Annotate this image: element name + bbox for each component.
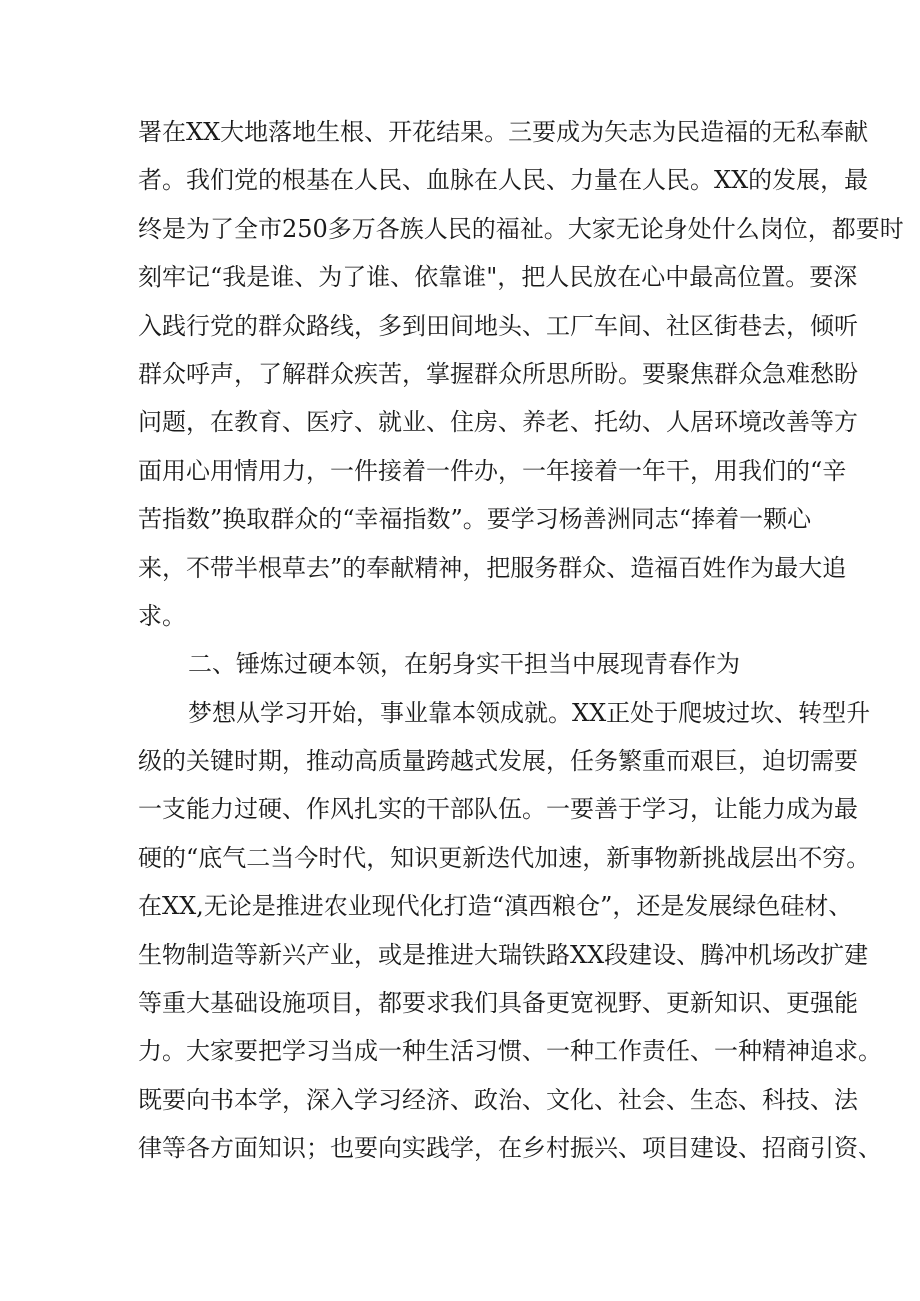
body-line: 既要向书本学，深入学习经济、政治、文化、社会、生态、科技、法 bbox=[138, 1085, 858, 1114]
body-line: 署在XX大地落地生根、开花结果。三要成为矢志为民造福的无私奉献 bbox=[138, 118, 869, 146]
body-line: 终是为了全市250多万各族人民的福祉。大家无论身处什么岗位，都要时 bbox=[138, 214, 904, 243]
body-line: 在XX,无论是推进农业现代化打造“滇西粮仓”，还是发展绿色硅材、 bbox=[138, 892, 853, 921]
body-line: 群众呼声，了解群众疾苦，掌握群众所思所盼。要聚焦群众急难愁盼 bbox=[138, 359, 858, 388]
body-line: 级的关键时期，推动高质量跨越式发展，任务繁重而艰巨，迫切需要 bbox=[138, 747, 858, 776]
body-line: 生物制造等新兴产业，或是推进大瑞铁路XX段建设、腾冲机场改扩建 bbox=[138, 940, 869, 969]
body-line: 面用心用情用力，一件接着一件办，一年接着一年干，用我们的“辛 bbox=[138, 456, 847, 485]
section-heading: 二、锤炼过硬本领，在躬身实干担当中展现青春作为 bbox=[188, 650, 740, 679]
body-line: 者。我们党的根基在人民、血脉在人民、力量在人民。XX的发展，最 bbox=[138, 166, 869, 195]
body-line: 一支能力过硬、作风扎实的干部队伍。一要善于学习，让能力成为最 bbox=[138, 795, 858, 824]
body-line: 求。 bbox=[138, 601, 186, 630]
body-line: 来，不带半根草去”的奉献精神，把服务群众、造福百姓作为最大追 bbox=[138, 553, 847, 582]
body-line: 硬的“底气二当今时代，知识更新迭代加速，新事物新挑战层出不穷。 bbox=[138, 843, 871, 872]
body-line: 苦指数”换取群众的“幸福指数”。要学习杨善洲同志“捧着一颗心 bbox=[138, 505, 812, 534]
body-line: 入践行党的群众路线，多到田间地头、工厂车间、社区街巷去，倾听 bbox=[138, 311, 858, 340]
body-line: 等重大基础设施项目，都要求我们具备更宽视野、更新知识、更强能 bbox=[138, 989, 858, 1018]
body-line: 问题，在教育、医疗、就业、住房、养老、托幼、人居环境改善等方 bbox=[138, 408, 858, 437]
body-line: 律等各方面知识；也要向实践学，在乡村振兴、项目建设、招商引资、 bbox=[138, 1134, 882, 1163]
body-line: 梦想从学习开始，事业靠本领成就。XX正处于爬坡过坎、转型升 bbox=[188, 698, 871, 727]
body-line: 力。大家要把学习当成一种生活习惯、一种工作责任、一种精神追求。 bbox=[138, 1037, 882, 1066]
body-line: 刻牢记“我是谁、为了谁、依靠谁"，把人民放在心中最高位置。要深 bbox=[138, 263, 858, 292]
document-body bbox=[138, 108, 904, 1173]
